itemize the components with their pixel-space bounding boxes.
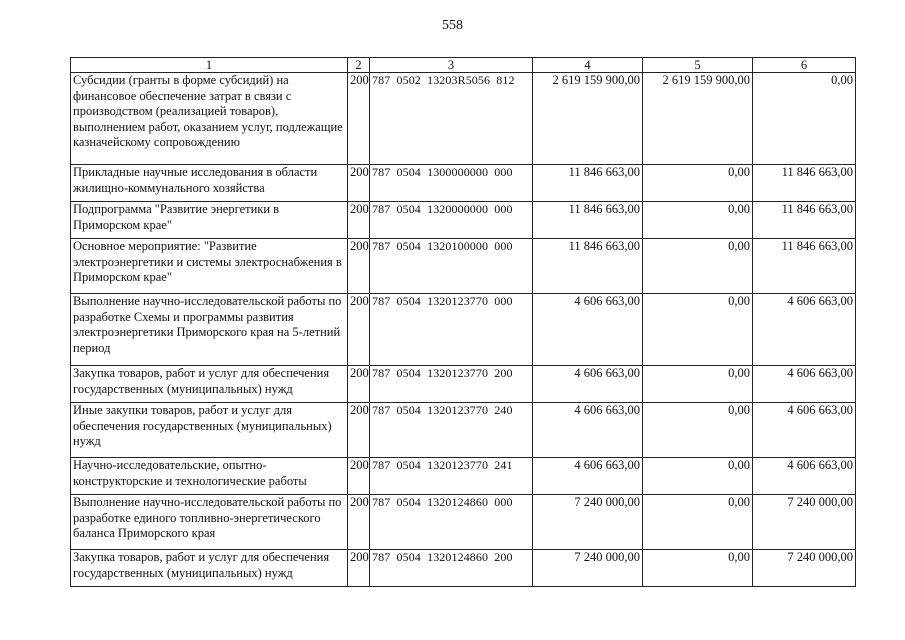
table-row bbox=[71, 294, 856, 366]
row-name: Выполнение научно-исследовательской работы по разработке единого топливно-энергетического баланса Приморского края bbox=[71, 495, 348, 550]
row-col6: 4 606 663,00 bbox=[753, 366, 856, 403]
row-name: Подпрограмма "Развитие энергетики в Приморском крае" bbox=[71, 202, 348, 239]
row-col6: 7 240 000,00 bbox=[753, 550, 856, 587]
row-col6: 11 846 663,00 bbox=[753, 202, 856, 239]
row-col2: 200 bbox=[348, 73, 370, 165]
table-row bbox=[71, 202, 856, 239]
column-header-1: 1 bbox=[71, 58, 348, 73]
row-col4: 4 606 663,00 bbox=[533, 458, 643, 495]
row-col2: 200 bbox=[348, 495, 370, 550]
row-col2: 200 bbox=[348, 403, 370, 458]
row-col6: 4 606 663,00 bbox=[753, 294, 856, 366]
row-col4: 2 619 159 900,00 bbox=[533, 73, 643, 165]
column-header-5: 5 bbox=[643, 58, 753, 73]
row-name: Субсидии (гранты в форме субсидий) на финансовое обеспечение затрат в связи с производством (реализацией товаров), выполнением работ, оказанием услуг, подлежащие казначейскому сопровождению bbox=[71, 73, 348, 165]
row-code: 787 0504 1320123770 240 bbox=[370, 403, 533, 458]
row-col6: 7 240 000,00 bbox=[753, 495, 856, 550]
row-code: 787 0504 1320124860 200 bbox=[370, 550, 533, 587]
row-col6: 0,00 bbox=[753, 73, 856, 165]
row-code: 787 0504 1320123770 200 bbox=[370, 366, 533, 403]
row-code: 787 0504 1320123770 000 bbox=[370, 294, 533, 366]
column-header-4: 4 bbox=[533, 58, 643, 73]
row-col5: 2 619 159 900,00 bbox=[643, 73, 753, 165]
row-col2: 200 bbox=[348, 239, 370, 294]
row-col2: 200 bbox=[348, 550, 370, 587]
row-col5: 0,00 bbox=[643, 458, 753, 495]
row-name: Научно-исследовательские, опытно-конструкторские и технологические работы bbox=[71, 458, 348, 495]
row-col6: 11 846 663,00 bbox=[753, 165, 856, 202]
row-col4: 4 606 663,00 bbox=[533, 403, 643, 458]
row-col4: 11 846 663,00 bbox=[533, 202, 643, 239]
row-code: 787 0502 13203R5056 812 bbox=[370, 73, 533, 165]
row-name: Закупка товаров, работ и услуг для обеспечения государственных (муниципальных) нужд bbox=[71, 550, 348, 587]
row-col5: 0,00 bbox=[643, 550, 753, 587]
row-col6: 4 606 663,00 bbox=[753, 458, 856, 495]
row-col5: 0,00 bbox=[643, 294, 753, 366]
row-col5: 0,00 bbox=[643, 165, 753, 202]
row-name: Основное мероприятие: "Развитие электроэнергетики и системы электроснабжения в Приморском крае" bbox=[71, 239, 348, 294]
row-code: 787 0504 1320100000 000 bbox=[370, 239, 533, 294]
row-col2: 200 bbox=[348, 458, 370, 495]
row-col2: 200 bbox=[348, 202, 370, 239]
row-col5: 0,00 bbox=[643, 403, 753, 458]
row-col2: 200 bbox=[348, 165, 370, 202]
table-row bbox=[71, 165, 856, 202]
table-row bbox=[71, 403, 856, 458]
table-header-row bbox=[71, 58, 856, 73]
row-code: 787 0504 1320123770 241 bbox=[370, 458, 533, 495]
row-col4: 7 240 000,00 bbox=[533, 495, 643, 550]
table-row bbox=[71, 239, 856, 294]
column-header-2: 2 bbox=[348, 58, 370, 73]
row-col4: 7 240 000,00 bbox=[533, 550, 643, 587]
table-row bbox=[71, 550, 856, 587]
column-header-3: 3 bbox=[370, 58, 533, 73]
row-col5: 0,00 bbox=[643, 239, 753, 294]
table-row bbox=[71, 495, 856, 550]
row-name: Иные закупки товаров, работ и услуг для обеспечения государственных (муниципальных) нужд bbox=[71, 403, 348, 458]
row-name: Закупка товаров, работ и услуг для обеспечения государственных (муниципальных) нужд bbox=[71, 366, 348, 403]
row-col2: 200 bbox=[348, 366, 370, 403]
column-header-6: 6 bbox=[753, 58, 856, 73]
table-row bbox=[71, 366, 856, 403]
row-col6: 11 846 663,00 bbox=[753, 239, 856, 294]
row-col5: 0,00 bbox=[643, 202, 753, 239]
row-name: Прикладные научные исследования в области жилищно-коммунального хозяйства bbox=[71, 165, 348, 202]
table-row bbox=[71, 73, 856, 165]
row-col4: 11 846 663,00 bbox=[533, 165, 643, 202]
row-code: 787 0504 1300000000 000 bbox=[370, 165, 533, 202]
row-col6: 4 606 663,00 bbox=[753, 403, 856, 458]
budget-table bbox=[70, 57, 856, 587]
row-col4: 4 606 663,00 bbox=[533, 366, 643, 403]
row-code: 787 0504 1320000000 000 bbox=[370, 202, 533, 239]
row-col5: 0,00 bbox=[643, 495, 753, 550]
row-col2: 200 bbox=[348, 294, 370, 366]
row-col5: 0,00 bbox=[643, 366, 753, 403]
row-col4: 4 606 663,00 bbox=[533, 294, 643, 366]
row-code: 787 0504 1320124860 000 bbox=[370, 495, 533, 550]
row-name: Выполнение научно-исследовательской работы по разработке Схемы и программы развития электроэнергетики Приморского края на 5-летний период bbox=[71, 294, 348, 366]
page-number: 558 bbox=[442, 18, 463, 33]
row-col4: 11 846 663,00 bbox=[533, 239, 643, 294]
table-row bbox=[71, 458, 856, 495]
